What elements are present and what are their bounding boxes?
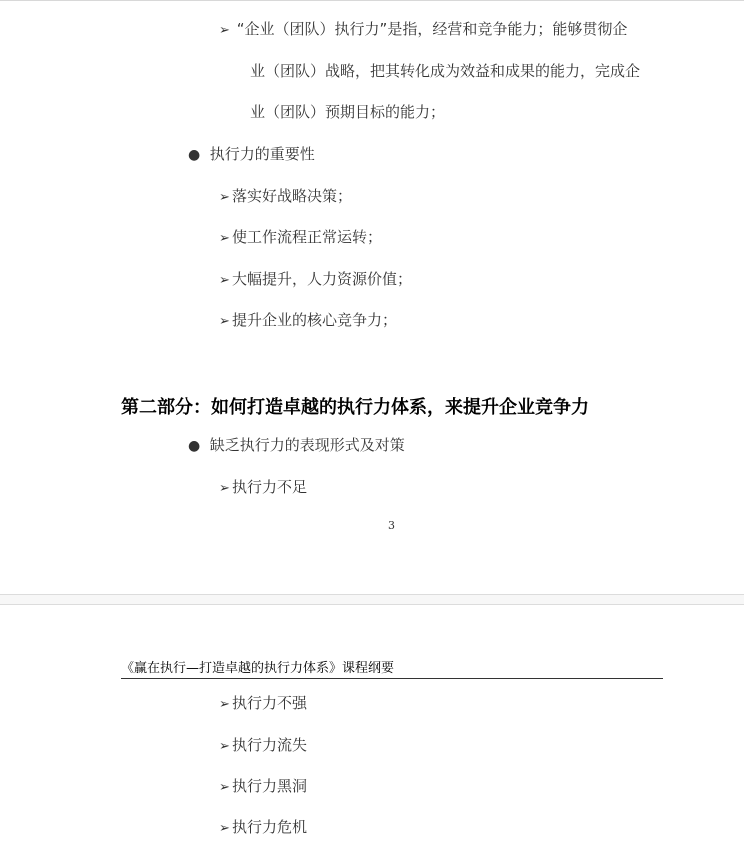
list-item-text: 提升企业的核心竞争力；	[232, 311, 398, 329]
lack-heading-text: 缺乏执行力的表现形式及对策	[209, 436, 405, 454]
definition-line-1	[219, 19, 627, 41]
list-item	[219, 776, 307, 798]
running-header: 《赢在执行—打造卓越的执行力体系》课程纲要	[121, 661, 395, 676]
round-bullet-icon: ●	[188, 438, 201, 454]
arrow-bullet-icon: ➢	[219, 231, 230, 246]
arrow-bullet-icon: ➢	[219, 739, 230, 754]
lack-heading	[188, 435, 405, 456]
list-item	[219, 186, 352, 208]
list-item	[219, 477, 307, 499]
arrow-bullet-icon: ➢	[219, 273, 230, 288]
definition-line-3: 业（团队）预期目标的能力；	[250, 103, 446, 121]
arrow-bullet-icon: ➢	[219, 314, 230, 329]
list-item	[219, 693, 307, 715]
list-item-text: 执行力危机	[232, 818, 308, 836]
header-rule	[121, 678, 663, 679]
arrow-bullet-icon: ➢	[219, 190, 230, 205]
definition-line-2: 业（团队）战略，把其转化成为效益和成果的能力，完成企	[250, 62, 641, 80]
list-item	[219, 269, 412, 291]
importance-heading	[188, 144, 315, 165]
document-page-4	[0, 605, 744, 850]
arrow-bullet-icon: ➢	[219, 780, 230, 795]
list-item	[219, 227, 382, 249]
list-item-text: 落实好战略决策；	[232, 187, 353, 205]
list-item-text: 执行力黑洞	[232, 777, 308, 795]
list-item-text: 执行力不足	[232, 478, 308, 496]
list-item-text: 执行力不强	[232, 694, 308, 712]
definition-text: 是指，经营和竞争能力；能够贯彻企	[387, 20, 628, 38]
round-bullet-icon: ●	[188, 147, 201, 163]
arrow-bullet-icon: ➢	[219, 481, 230, 496]
list-item-text: 使工作流程正常运转；	[232, 228, 383, 246]
list-item-text: 大幅提升，人力资源价值；	[232, 270, 413, 288]
page-number: 3	[388, 519, 395, 532]
list-item-text: 执行力流失	[232, 736, 308, 754]
arrow-bullet-icon: ➢	[219, 697, 230, 712]
definition-term: “企业（团队）执行力”	[236, 20, 388, 38]
page-separator	[0, 594, 744, 605]
list-item	[219, 310, 397, 332]
importance-heading-text: 执行力的重要性	[209, 145, 315, 163]
section-title: 第二部分：如何打造卓越的执行力体系，来提升企业竞争力	[121, 397, 589, 418]
list-item	[219, 735, 307, 757]
list-item	[219, 817, 307, 839]
arrow-bullet-icon: ➢	[219, 821, 230, 836]
arrow-bullet-icon: ➢	[219, 23, 230, 38]
